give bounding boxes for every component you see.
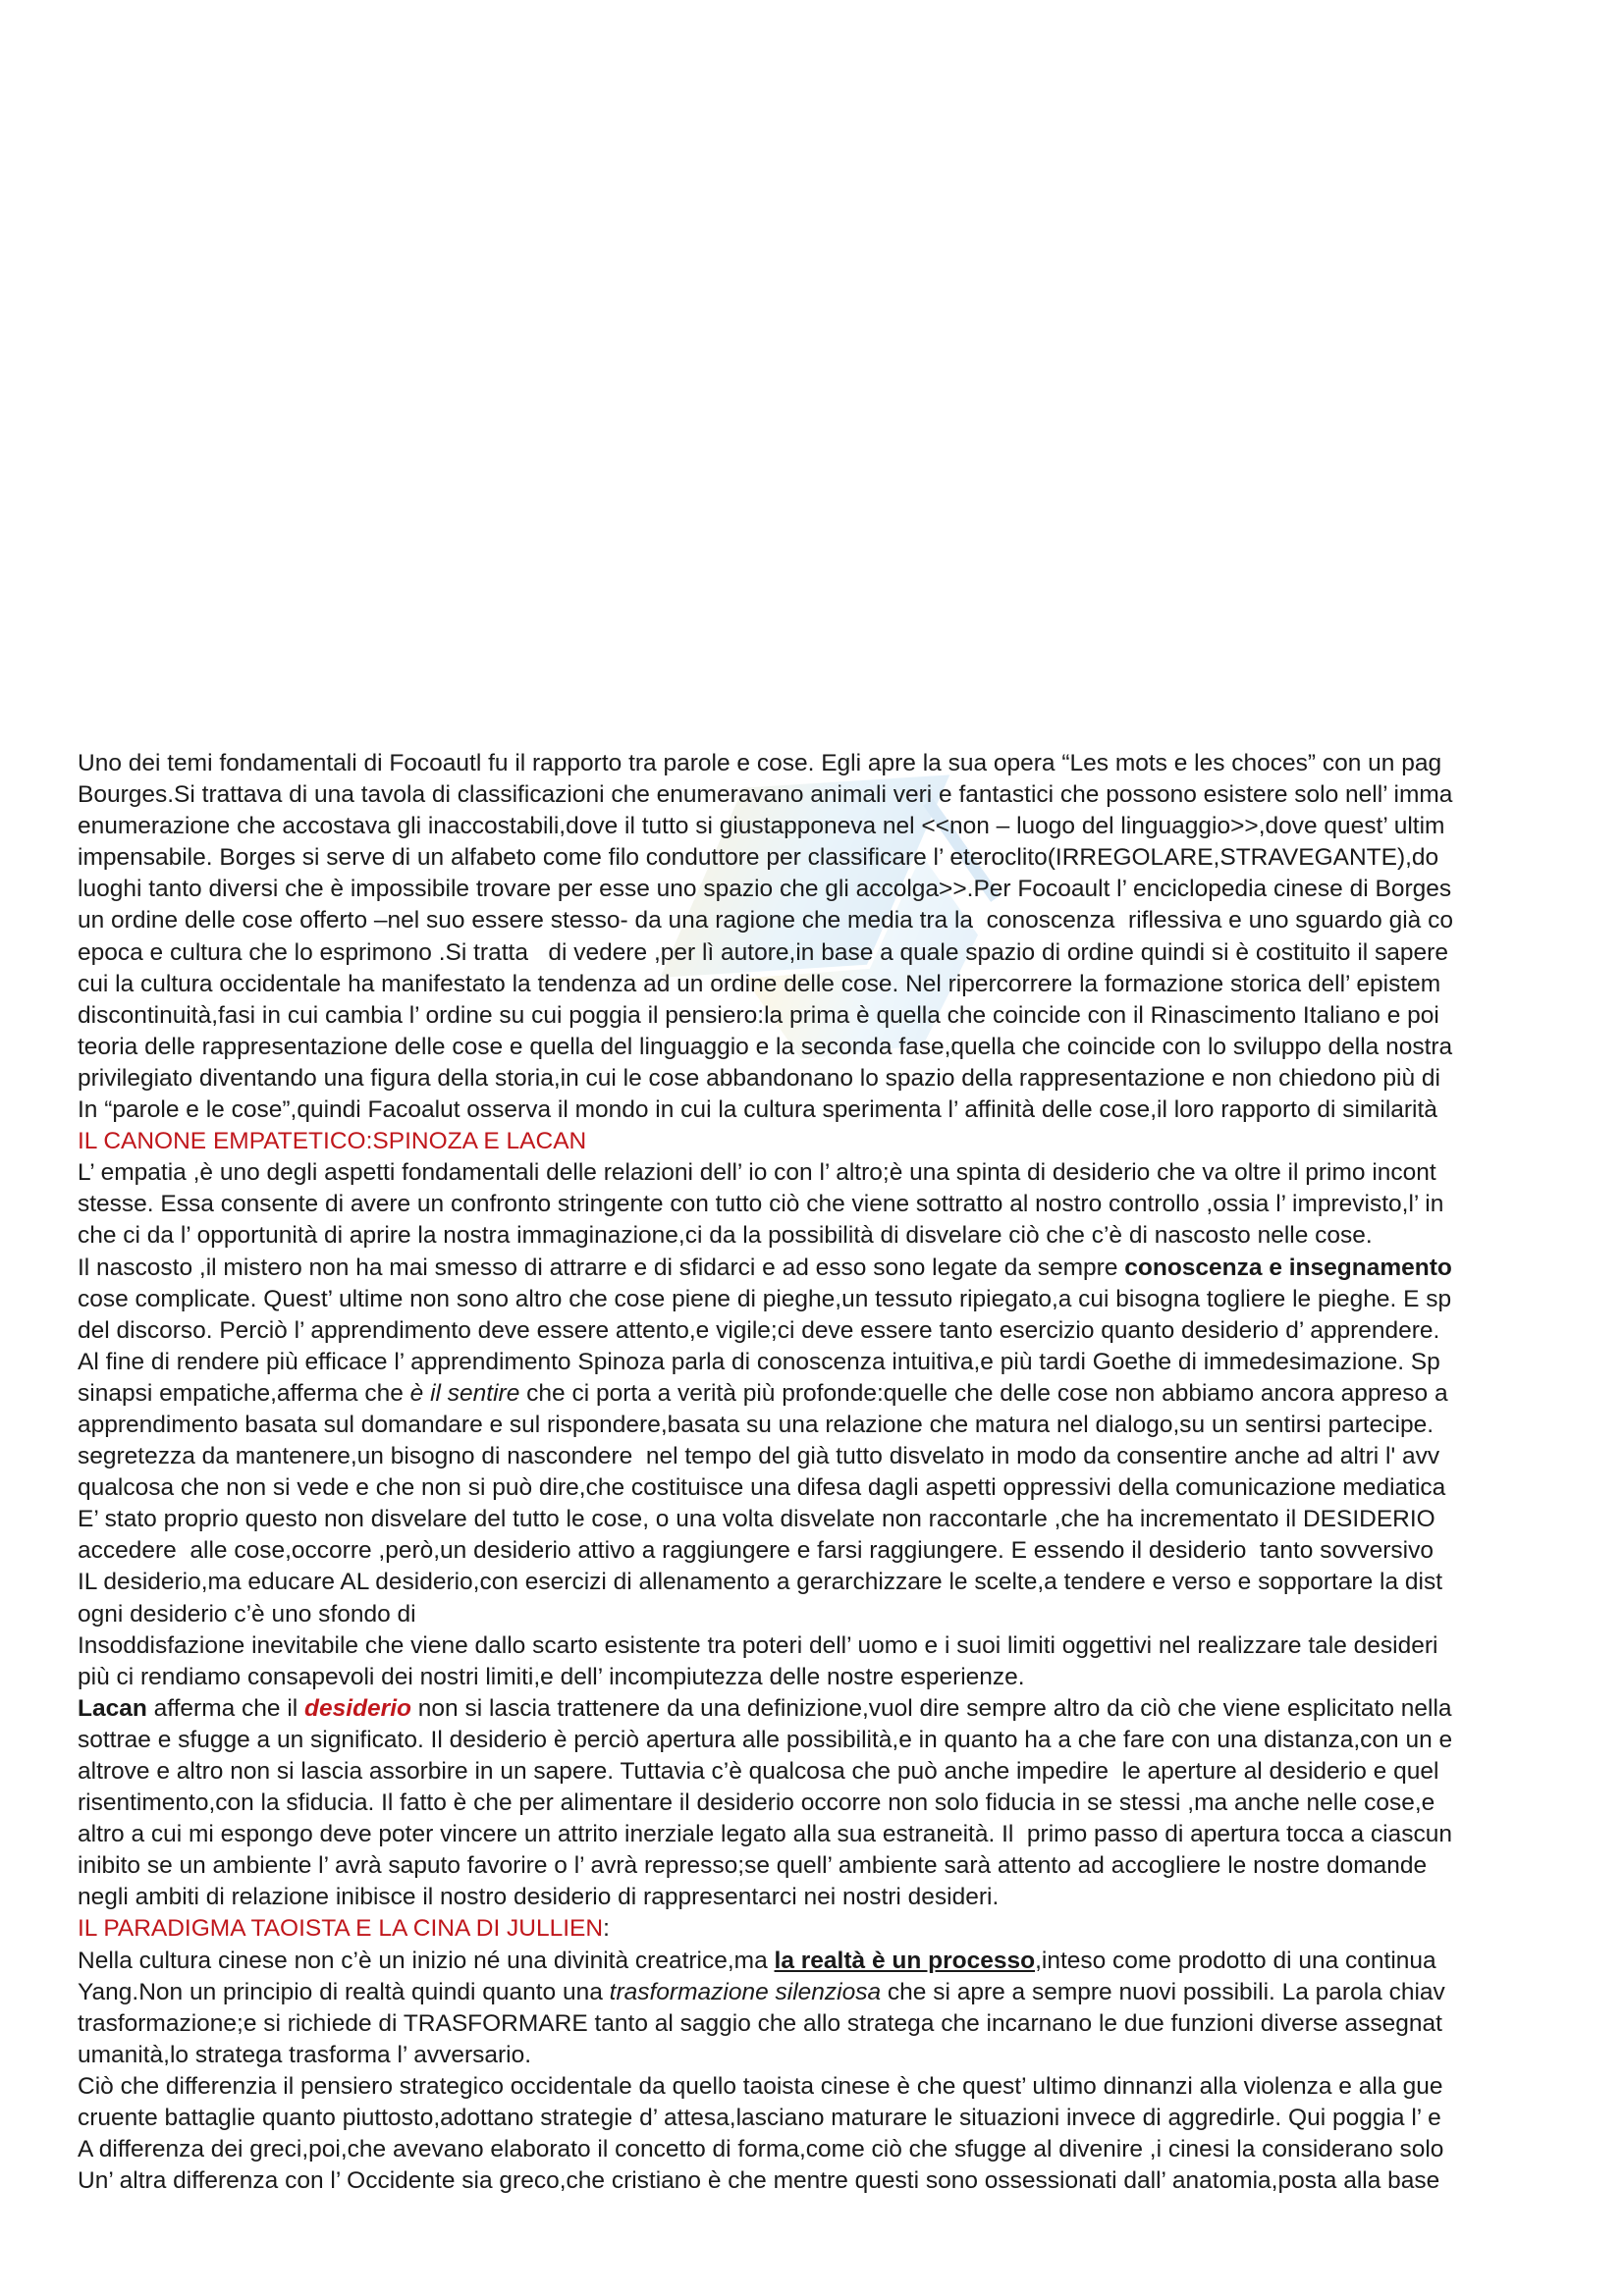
text-run: è il sentire [409, 1379, 520, 1407]
text-run: epoca e cultura che lo esprimono .Si tratta di vedere ,per lì autore,in base a quale spazio di ordine quindi si è costituito il sapere [78, 938, 1448, 966]
section-heading: IL CANONE EMPATETICO:SPINOZA E LACAN [78, 1128, 587, 1155]
paragraph-line [78, 1063, 1624, 1095]
text-run: Bourges.Si trattava di una tavola di classificazioni che enumeravano animali veri e fantastici che possono esistere solo nell’ imma [78, 781, 1453, 809]
section-heading-line [78, 1913, 1624, 1945]
paragraph-line [78, 1819, 1624, 1850]
text-run: In “parole e le cose”,quindi Facoalut osserva il mondo in cui la cultura sperimenta l’ affinità delle cose,il loro rapporto di similarità [78, 1096, 1437, 1124]
text-run: Lacan [78, 1694, 147, 1722]
paragraph-line [78, 2040, 1624, 2071]
text-run: più ci rendiamo consapevoli dei nostri limiti,e dell’ incompiutezza delle nostre esperienze. [78, 1663, 1025, 1690]
paragraph-line [78, 2008, 1624, 2040]
text-run: del discorso. Perciò l’ apprendimento deve essere attento,e vigile;ci deve essere tanto esercizio quanto desiderio d’ apprendere. [78, 1316, 1440, 1344]
text-run: Al fine di rendere più efficace l’ apprendimento Spinoza parla di conoscenza intuitiva,e più tardi Goethe di immedesimazione. Sp [78, 1348, 1440, 1375]
text-run: umanità,lo stratega trasforma l’ avversario. [78, 2041, 532, 2068]
paragraph-line [78, 2165, 1624, 2197]
text-run: conoscenza e insegnamento [1124, 1254, 1452, 1281]
paragraph-line [78, 1284, 1624, 1315]
text-run: trasformazione;e si richiede di TRASFORMARE tanto al saggio che allo stratega che incarnano le due funzioni diverse assegnat [78, 2009, 1442, 2037]
text-run: accedere alle cose,occorre ,però,un desiderio attivo a raggiungere e farsi raggiungere. E essendo il desiderio tanto sovversivo [78, 1537, 1434, 1565]
text-run: desiderio [304, 1694, 411, 1722]
text-run: E’ stato proprio questo non disvelare del tutto le cose, o una volta disvelate non raccontarle ,che ha incrementato il DESIDERIO [78, 1506, 1435, 1533]
paragraph-line [78, 1253, 1624, 1284]
text-run: risentimento,con la sfiducia. Il fatto è che per alimentare il desiderio occorre non solo fiducia in se stessi ,ma anche nelle cose,e [78, 1789, 1435, 1817]
paragraph-line [78, 1882, 1624, 1913]
text-run: cui la cultura occidentale ha manifestato la tendenza ad un ordine delle cose. Nel ripercorrere la formazione storica dell’ epistem [78, 970, 1441, 997]
text-run: qualcosa che non si vede e che non si può dire,che costituisce una difesa dagli aspetti oppressivi della comunicazione mediatica [78, 1474, 1446, 1502]
text-run: che ci da l’ opportunità di aprire la nostra immaginazione,ci da la possibilità di disvelare ciò che c’è di nascosto nelle cose. [78, 1222, 1373, 1250]
text-run: IL desiderio,ma educare AL desiderio,con esercizi di allenamento a gerarchizzare le scelte,a tendere e verso e sopportare la dist [78, 1569, 1443, 1596]
text-run: Nella cultura cinese non c’è un inizio né una divinità creatrice,ma [78, 1947, 775, 1974]
paragraph-line [78, 1032, 1624, 1063]
paragraph-line [78, 1946, 1624, 1977]
text-run: altrove e altro non si lascia assorbire in un sapere. Tuttavia c’è qualcosa che può anche impedire le aperture al desiderio e quel [78, 1758, 1439, 1785]
text-run: un ordine delle cose offerto –nel suo essere stesso- da una ragione che media tra la conoscenza riflessiva e uno sguardo già co [78, 907, 1453, 934]
paragraph-line [78, 1535, 1624, 1567]
paragraph-line [78, 1189, 1624, 1220]
section-heading-line [78, 1126, 1624, 1157]
text-run: negli ambiti di relazione inibisce il nostro desiderio di rappresentarci nei nostri desideri. [78, 1884, 1000, 1911]
paragraph-line [78, 1410, 1624, 1441]
paragraph-line [78, 969, 1624, 1000]
text-run: : [603, 1915, 610, 1943]
text-run: non si lascia trattenere da una definizione,vuol dire sempre altro da ciò che viene esplicitato nella [410, 1694, 1452, 1722]
paragraph-line [78, 1347, 1624, 1378]
paragraph-line [78, 1567, 1624, 1598]
paragraph-line [78, 2071, 1624, 2103]
paragraph-line [78, 1693, 1624, 1725]
text-run: ,inteso come prodotto di una continua [1035, 1947, 1436, 1974]
paragraph-line [78, 1725, 1624, 1756]
paragraph-line [78, 1378, 1624, 1410]
text-run: Il nascosto ,il mistero non ha mai smesso di attrarre e di sfidarci e ad esso sono legate da sempre [78, 1254, 1125, 1281]
text-run: L’ empatia ,è uno degli aspetti fondamentali delle relazioni dell’ io con l’ altro;è una spinta di desiderio che va oltre il primo incont [78, 1159, 1436, 1187]
paragraph-line [78, 1000, 1624, 1032]
paragraph-line [78, 1599, 1624, 1630]
text-run: cruente battaglie quanto piuttosto,adottano strategie d’ attesa,lasciano maturare le situazioni invece di aggredirle. Qui poggia l’ e [78, 2105, 1441, 2132]
text-run: ogni desiderio c’è uno sfondo di [78, 1600, 416, 1628]
paragraph-line [78, 1095, 1624, 1126]
text-run: cose complicate. Quest’ ultime non sono altro che cose piene di pieghe,un tessuto ripiegato,a cui bisogna togliere le pieghe. E sp [78, 1285, 1452, 1312]
paragraph-line [78, 842, 1624, 874]
text-run: afferma che il [146, 1694, 305, 1722]
text-run: Uno dei temi fondamentali di Focoautl fu il rapporto tra parole e cose. Egli apre la sua opera “Les mots e les choces” con un pag [78, 750, 1442, 776]
text-run: impensabile. Borges si serve di un alfabeto come filo conduttore per classificare l’ eteroclito(IRREGOLARE,STRAVEGANTE),do [78, 844, 1439, 872]
text-run: Yang.Non un principio di realtà quindi quanto una [78, 1978, 610, 2005]
paragraph-line [78, 1850, 1624, 1882]
text-run: inibito se un ambiente l’ avrà saputo favorire o l’ avrà represso;se quell’ ambiente sarà attento ad accogliere le nostre domande [78, 1852, 1428, 1880]
document-body [78, 748, 1624, 2197]
paragraph-line [78, 779, 1624, 811]
paragraph-line [78, 1788, 1624, 1819]
text-run: privilegiato diventando una figura della storia,in cui le cose abbandonano lo spazio della rappresentazione e non chiedono più di [78, 1064, 1440, 1092]
text-run: discontinuità,fasi in cui cambia l’ ordine su cui poggia il pensiero:la prima è quella che coincide con il Rinascimento Italiano e poi [78, 1001, 1439, 1029]
paragraph-line [78, 748, 1624, 779]
paragraph-line [78, 2103, 1624, 2134]
text-run: altro a cui mi espongo deve poter vincere un attrito inerziale legato alla sua estraneità. Il primo passo di apertura tocca a ciascun [78, 1821, 1452, 1848]
paragraph-line [78, 1662, 1624, 1693]
text-run: che ci porta a verità più profonde:quelle che delle cose non abbiamo ancora appreso a [519, 1379, 1448, 1407]
paragraph-line [78, 1756, 1624, 1788]
text-run: luoghi tanto diversi che è impossibile trovare per esse uno spazio che gli accolga>>.Per Focoault l’ enciclopedia cinese di Borges [78, 876, 1452, 903]
paragraph-line [78, 1157, 1624, 1189]
text-run: A differenza dei greci,poi,che avevano elaborato il concetto di forma,come ciò che sfugge al divenire ,i cinesi la considerano solo [78, 2136, 1444, 2163]
paragraph-line [78, 1977, 1624, 2008]
text-run: sottrae e sfugge a un significato. Il desiderio è perciò apertura alle possibilità,e in quanto ha a che fare con una distanza,con un e [78, 1726, 1453, 1753]
text-run: teoria delle rappresentazione delle cose e quella del linguaggio e la seconda fase,quella che coincide con lo sviluppo della nostra [78, 1033, 1453, 1060]
paragraph-line [78, 811, 1624, 842]
text-run: sinapsi empatiche,afferma che [78, 1379, 410, 1407]
text-run: Un’ altra differenza con l’ Occidente sia greco,che cristiano è che mentre questi sono ossessionati dall’ anatomia,posta alla base [78, 2167, 1440, 2195]
text-run: Insoddisfazione inevitabile che viene dallo scarto esistente tra poteri dell’ uomo e i suoi limiti oggettivi nel realizzare tale desideri [78, 1631, 1438, 1659]
paragraph-line [78, 1472, 1624, 1504]
paragraph-line [78, 1441, 1624, 1472]
text-run: apprendimento basata sul domandare e sul rispondere,basata su una relazione che matura nel dialogo,su un sentirsi partecipe. [78, 1411, 1435, 1438]
paragraph-line [78, 1504, 1624, 1535]
paragraph-line [78, 874, 1624, 905]
text-run: Ciò che differenzia il pensiero strategico occidentale da quello taoista cinese è che quest’ ultimo dinnanzi alla violenza e alla gue [78, 2072, 1443, 2100]
paragraph-line [78, 1630, 1624, 1662]
paragraph-line [78, 2134, 1624, 2165]
text-run: la realtà è un processo [774, 1947, 1036, 1974]
paragraph-line [78, 937, 1624, 969]
paragraph-line [78, 905, 1624, 936]
text-run: enumerazione che accostava gli inaccostabili,dove il tutto si giustapponeva nel <<non – luogo del linguaggio>>,dove quest’ ultim [78, 813, 1445, 840]
section-heading: IL PARADIGMA TAOISTA E LA CINA DI JULLIEN [78, 1915, 604, 1943]
text-run: segretezza da mantenere,un bisogno di nascondere nel tempo del già tutto disvelato in modo da consentire anche ad altri l' avv [78, 1443, 1440, 1470]
paragraph-line [78, 1220, 1624, 1252]
paragraph-line [78, 1315, 1624, 1347]
text-run: che si apre a sempre nuovi possibili. La parola chiav [881, 1978, 1445, 2005]
text-run: trasformazione silenziosa [609, 1978, 882, 2005]
text-run: stesse. Essa consente di avere un confronto stringente con tutto ciò che viene sottratto al nostro controllo ,ossia l’ imprevisto,l’ in [78, 1191, 1444, 1218]
